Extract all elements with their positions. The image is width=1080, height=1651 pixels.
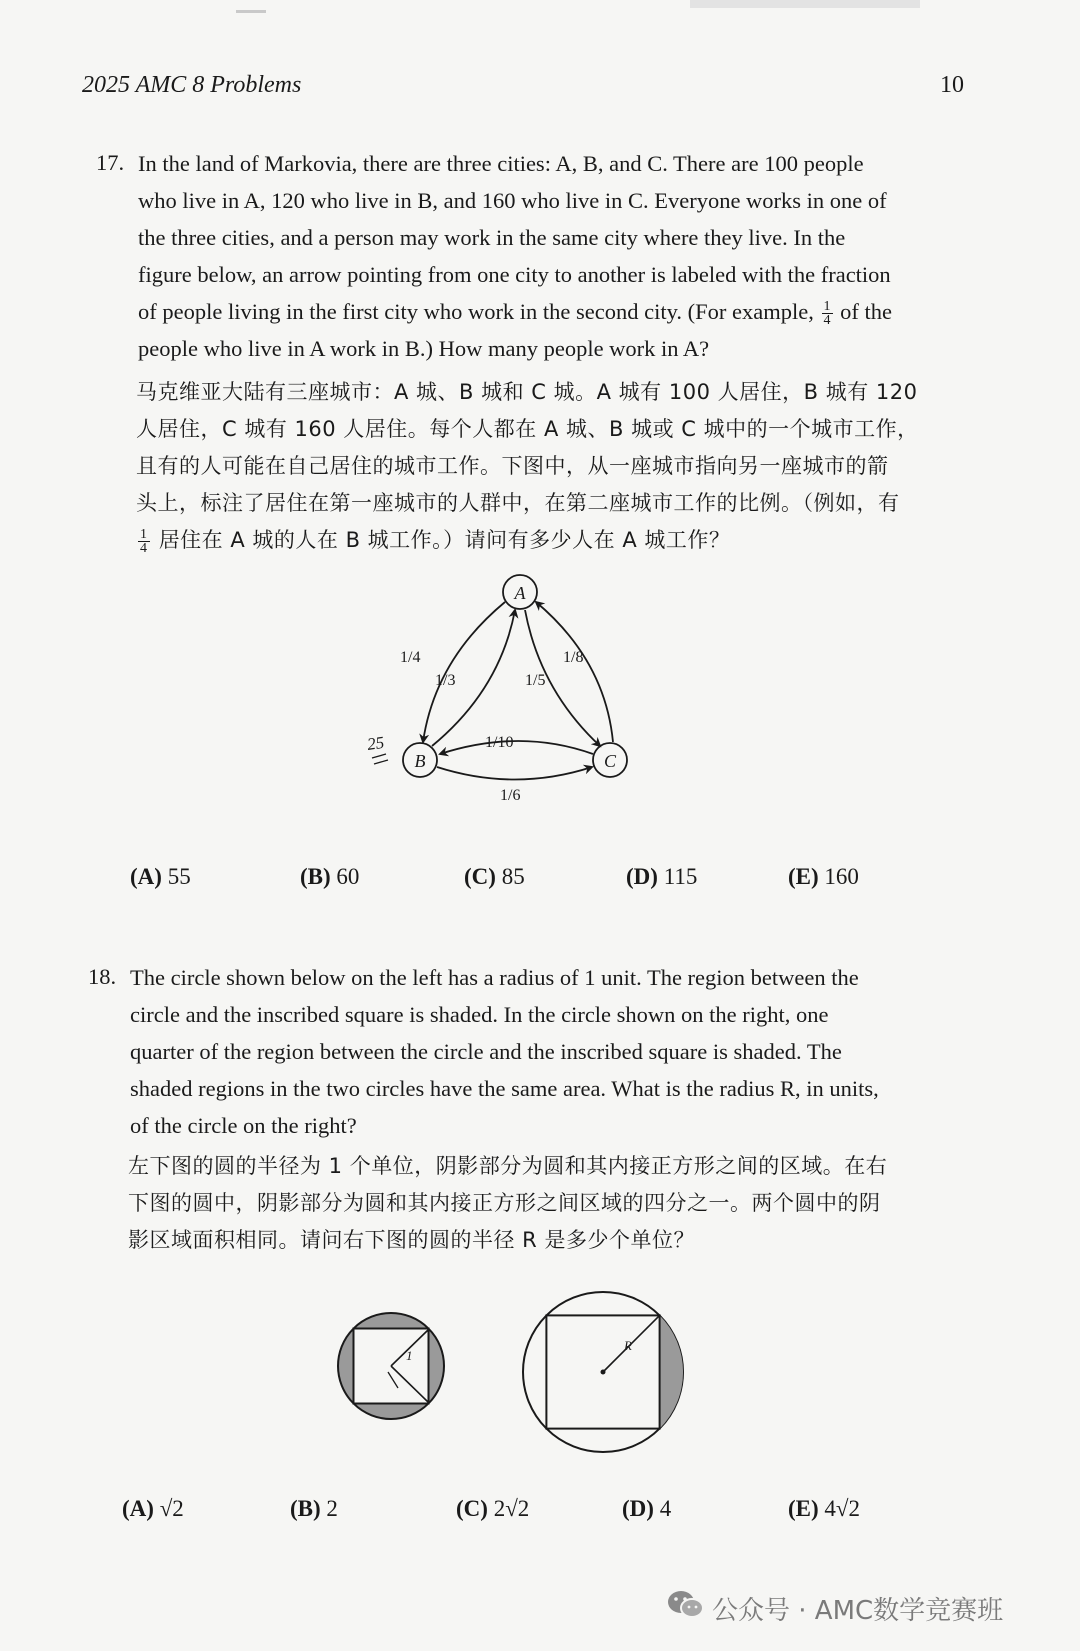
text-line: 影区域面积相同。请问右下图的圆的半径 R 是多少个单位？ — [128, 1228, 695, 1252]
choice-e[interactable] — [788, 864, 859, 890]
choice-d[interactable] — [622, 1496, 671, 1522]
text-line: The circle shown below on the left has a radius of 1 unit. The region between the — [130, 965, 859, 990]
node-label-b: B — [414, 751, 426, 771]
problem-17-chinese-text — [136, 374, 976, 559]
arrow-b-to-c — [437, 767, 592, 780]
text-span: 居住在 A 城的人在 B 城工作。）请问有多少人在 A 城工作？ — [158, 528, 731, 552]
text-line: 左下图的圆的半径为 1 个单位，阴影部分为圆和其内接正方形之间的区域。在右 — [128, 1154, 888, 1178]
answer-choices-18 — [0, 1496, 1080, 1528]
wechat-icon — [666, 1588, 706, 1622]
choice-label: (C) — [456, 1496, 488, 1521]
problem-number: 17. — [96, 150, 125, 175]
arrow-c-to-b — [440, 741, 593, 754]
arrow-c-to-a — [536, 602, 613, 742]
radius-label-r: R — [624, 1338, 632, 1353]
fraction-denominator: 4 — [823, 313, 831, 329]
text-line: quarter of the region between the circle and the inscribed square is shaded. The — [130, 1039, 842, 1064]
choice-label: (D) — [622, 1496, 654, 1521]
watermark-text: 公众号 · AMC数学竞赛班 — [712, 1596, 1004, 1626]
text-line: 马克维亚大陆有三座城市：A 城、B 城和 C 城。A 城有 100 人居住，B 城有 120 — [136, 380, 918, 404]
choice-label: (B) — [300, 864, 331, 889]
right-circle-figure — [523, 1292, 683, 1452]
text-line: figure below, an arrow pointing from one city to another is labeled with the fraction — [138, 262, 891, 287]
text-line: 人居住，C 城有 160 人居住。每个人都在 A 城、B 城或 C 城中的一个城市工作， — [136, 417, 919, 441]
node-label-a: A — [514, 583, 526, 603]
text-line: In the land of Markovia, there are three cities: A, B, and C. There are 100 people — [138, 151, 864, 176]
text-line: the three cities, and a person may work in the same city where they live. In the — [138, 225, 846, 250]
choice-value: 4 — [659, 1496, 672, 1521]
choice-label: (A) — [130, 864, 162, 889]
choice-a[interactable] — [130, 864, 191, 890]
text-line: circle and the inscribed square is shaded. In the circle shown on the right, one — [130, 1002, 829, 1027]
text-line: shaded regions in the two circles have the same area. What is the radius R, in units, — [130, 1076, 879, 1101]
page-number: 10 — [940, 72, 964, 98]
problem-number: 18. — [88, 964, 117, 989]
problem-18-text — [130, 959, 970, 1144]
handwritten-note: 25 — [365, 732, 386, 754]
choice-value: 2√2 — [493, 1496, 530, 1521]
choice-value: 115 — [663, 864, 698, 889]
scan-mark — [690, 0, 920, 8]
choice-c[interactable] — [464, 864, 525, 890]
text-line: of the circle on the right? — [130, 1113, 357, 1138]
choice-label: (A) — [122, 1496, 154, 1521]
left-circle-figure — [338, 1313, 444, 1419]
problem-17-text — [138, 145, 968, 367]
choice-label: (D) — [626, 864, 658, 889]
fraction-denominator: 4 — [140, 540, 148, 556]
circles-diagram — [330, 1280, 700, 1460]
text-line: people who live in A work in B.) How many people work in A? — [138, 336, 710, 361]
text-span: of the — [840, 299, 892, 324]
choice-label: (B) — [290, 1496, 321, 1521]
choice-label: (E) — [788, 1496, 819, 1521]
label-b-to-c: 1/6 — [500, 787, 521, 804]
fraction — [822, 300, 833, 327]
problem-18-chinese-text — [128, 1148, 968, 1259]
handwritten-scribble — [372, 754, 388, 764]
choice-value: 55 — [167, 864, 191, 889]
choice-b[interactable] — [290, 1496, 338, 1522]
text-line: 下图的圆中，阴影部分为圆和其内接正方形之间区域的四分之一。两个圆中的阴 — [128, 1191, 881, 1215]
choice-label: (C) — [464, 864, 496, 889]
label-c-to-b: 1/10 — [485, 734, 514, 751]
choice-e[interactable] — [788, 1496, 860, 1522]
choice-value: 85 — [501, 864, 525, 889]
node-label-c: C — [603, 751, 617, 771]
label-c-to-a: 1/8 — [563, 649, 584, 666]
radius-label-1: 1 — [406, 1348, 413, 1363]
page-title: 2025 AMC 8 Problems — [82, 72, 302, 98]
choice-value: √2 — [159, 1496, 184, 1521]
text-line: who live in A, 120 who live in B, and 160 who live in C. Everyone works in one of — [138, 188, 887, 213]
text-line — [136, 522, 976, 559]
choice-value: 60 — [336, 864, 360, 889]
city-diagram — [360, 570, 650, 810]
fraction-numerator: 1 — [140, 526, 148, 542]
label-a-to-c: 1/5 — [525, 672, 546, 689]
fraction-numerator: 1 — [823, 299, 831, 315]
text-span: of people living in the first city who work in the second city. (For example, — [138, 299, 814, 324]
text-line: 头上，标注了居住在第一座城市的人群中，在第二座城市工作的比例。（例如，有 — [136, 491, 900, 515]
text-line: 且有的人可能在自己居住的城市工作。下图中，从一座城市指向另一座城市的箭 — [136, 454, 889, 478]
choice-value: 4√2 — [824, 1496, 861, 1521]
label-b-to-a: 1/3 — [435, 672, 456, 689]
choice-value: 160 — [824, 864, 859, 889]
choice-d[interactable] — [626, 864, 697, 890]
choice-c[interactable] — [456, 1496, 529, 1522]
label-a-to-b: 1/4 — [400, 649, 421, 666]
answer-choices-17 — [0, 864, 1080, 896]
choice-value: 2 — [326, 1496, 338, 1521]
fraction — [138, 528, 150, 555]
choice-b[interactable] — [300, 864, 359, 890]
scan-mark — [236, 10, 266, 13]
choice-label: (E) — [788, 864, 819, 889]
text-line — [138, 293, 968, 330]
choice-a[interactable] — [122, 1496, 184, 1522]
